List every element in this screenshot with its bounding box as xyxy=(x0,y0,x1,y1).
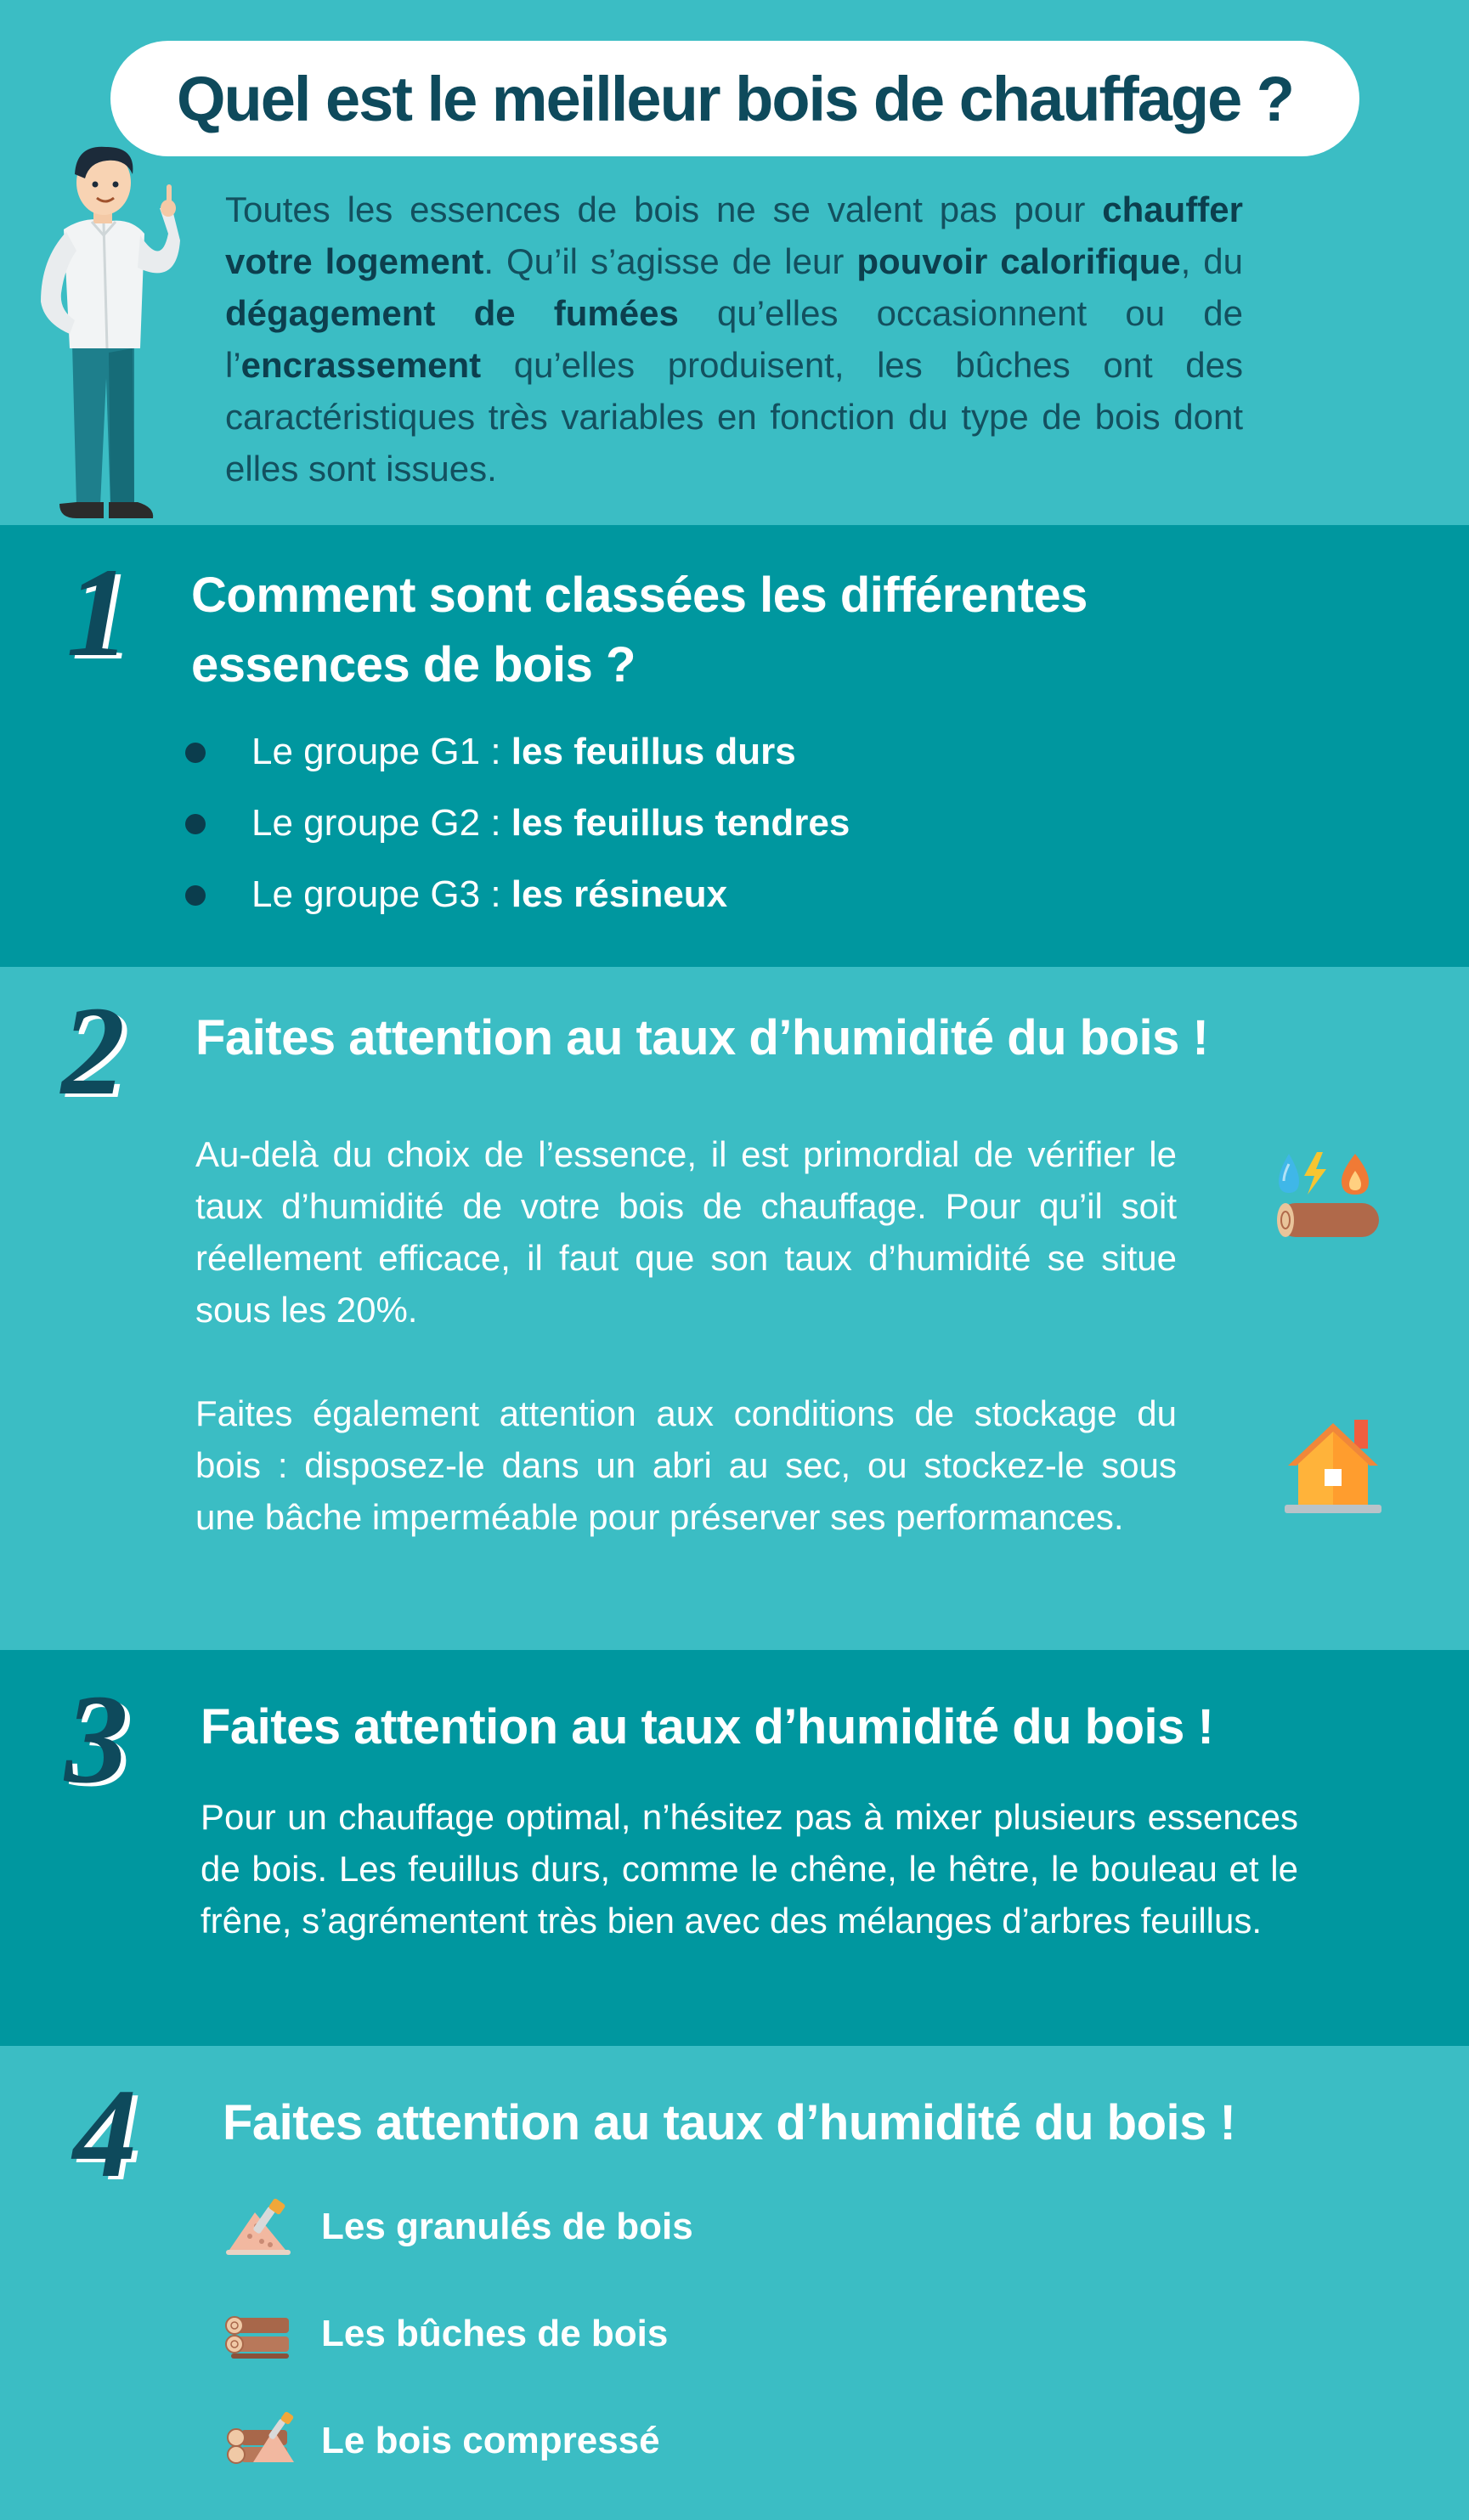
group-value: les feuillus tendres xyxy=(511,802,850,844)
product-label: Les granulés de bois xyxy=(321,2206,693,2247)
title-pill xyxy=(110,41,1359,156)
intro-text: qu’elles occasionnent ou de l’ xyxy=(225,293,1243,385)
wood-products-list xyxy=(223,2173,693,2495)
section-1 xyxy=(0,525,1469,967)
section-number: 4 xyxy=(73,2063,137,2204)
list-item xyxy=(185,859,850,930)
section-4 xyxy=(0,2046,1469,2520)
section-number: 3 xyxy=(65,1669,128,1810)
section-number: 2 xyxy=(61,980,125,1122)
firewood-logs-icon xyxy=(223,2304,294,2364)
intro-text: , du xyxy=(1180,241,1243,281)
wet-log-icon xyxy=(1270,1145,1386,1240)
page-title: Quel est le meilleur bois de chauffage ? xyxy=(176,63,1294,134)
intro-highlight: pouvoir calorifique xyxy=(856,241,1181,281)
intro-highlight: encrassement xyxy=(240,345,482,385)
section-number: 1 xyxy=(66,542,130,683)
storage-paragraph: Faites également attention aux conditions de stockage du bois : disposez-le dans un abri au sec, ou stockez-le sous une bâche imperméable pour préserver ses performances. xyxy=(195,1393,1177,1537)
list-item xyxy=(185,716,850,788)
bullet-icon xyxy=(185,743,206,763)
list-item xyxy=(223,2173,693,2280)
section-title: Faites attention au taux d’humidité du bois ! xyxy=(201,1699,1214,1754)
intro-paragraph xyxy=(225,184,1243,494)
section-title: Faites attention au taux d’humidité du bois ! xyxy=(223,2095,1236,2150)
intro-highlight: chauffer votre logement xyxy=(225,189,1243,281)
intro-text: . Qu’il s’agisse de leur xyxy=(483,241,857,281)
section-title: Comment sont classées les différentes essences de bois ? xyxy=(191,568,1088,692)
list-item xyxy=(185,788,850,859)
product-label: Le bois compressé xyxy=(321,2420,660,2461)
wood-pellets-icon xyxy=(223,2197,294,2257)
intro-highlight: dégagement de fumées xyxy=(225,293,679,333)
bullet-icon xyxy=(185,885,206,906)
group-value: les feuillus durs xyxy=(511,731,796,772)
group-label: Le groupe G3 : xyxy=(251,873,511,915)
humidity-paragraph: Au-delà du choix de l’essence, il est primordial de vérifier le taux d’humidité de votre bois de chauffage. Pour qu’il soit réellement efficace, il faut que son taux d’humidité se situe sous les 20%. xyxy=(195,1134,1177,1330)
group-label: Le groupe G2 : xyxy=(251,802,511,844)
section-2 xyxy=(0,967,1469,1650)
section-3 xyxy=(0,1650,1469,2046)
header-section xyxy=(0,0,1469,525)
group-label: Le groupe G1 : xyxy=(251,731,511,772)
intro-text: qu’elles produisent, les bûches ont des caractéristiques très variables en fonction du type de bois dont elles sont issues. xyxy=(225,345,1243,489)
group-value: les résineux xyxy=(511,873,728,915)
mix-paragraph: Pour un chauffage optimal, n’hésitez pas à mixer plusieurs essences de bois. Les feuillus durs, comme le chêne, le hêtre, le bouleau et le frêne, s’agrémentent très bien avec des mélanges d’arbres feuillus. xyxy=(201,1797,1298,1941)
product-label: Les bûches de bois xyxy=(321,2313,669,2354)
presenter-illustration-icon xyxy=(25,140,195,527)
section-title: Faites attention au taux d’humidité du bois ! xyxy=(195,1010,1209,1065)
wood-groups-list xyxy=(185,716,850,930)
house-icon xyxy=(1281,1413,1385,1518)
list-item xyxy=(223,2387,693,2495)
list-item xyxy=(223,2280,693,2387)
bullet-icon xyxy=(185,814,206,834)
intro-text: Toutes les essences de bois ne se valent pas pour xyxy=(225,189,1103,229)
compressed-wood-icon xyxy=(223,2411,294,2471)
